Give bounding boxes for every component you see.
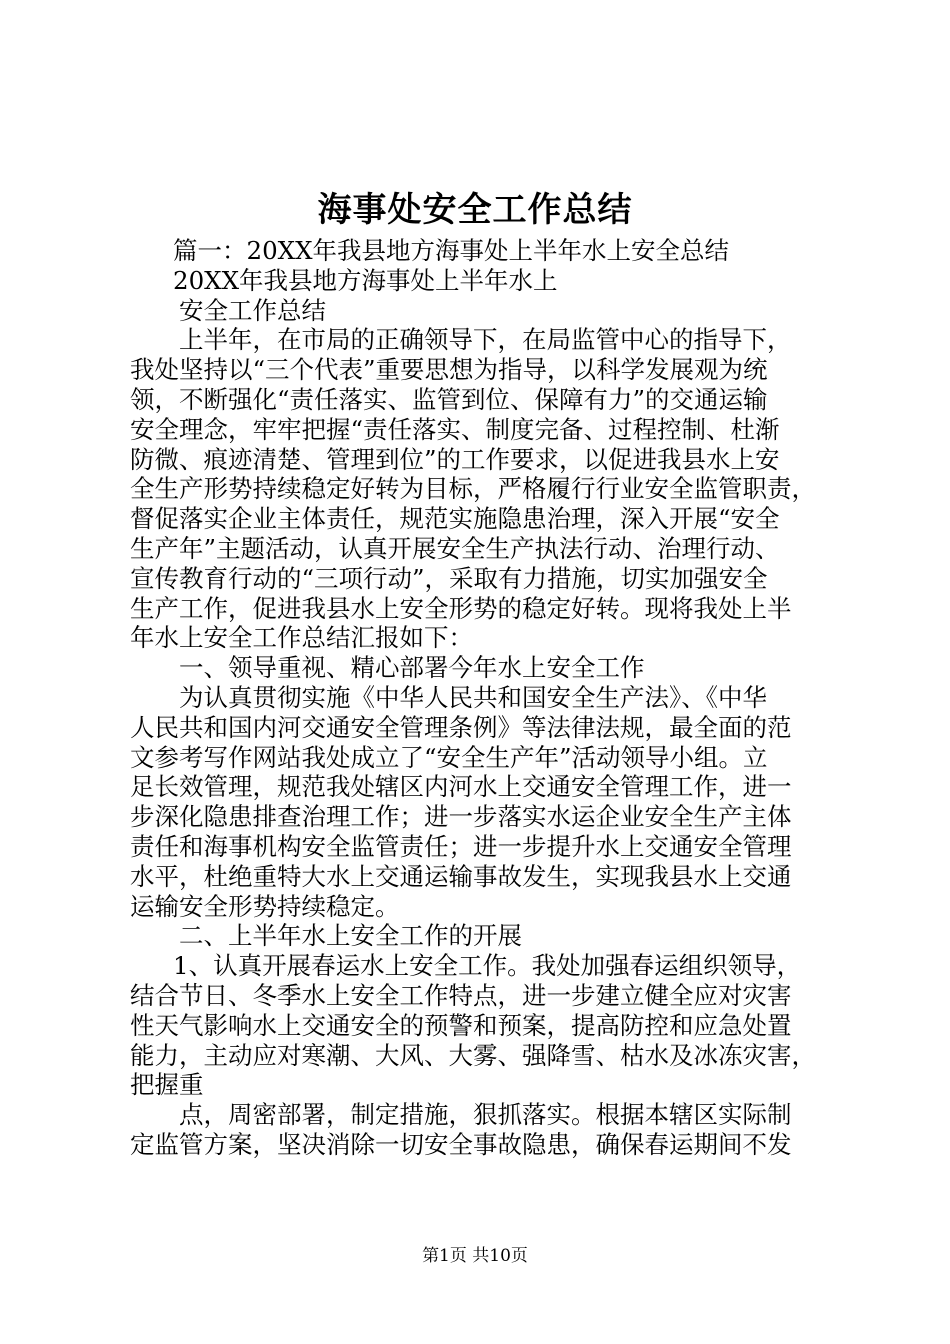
paragraph-line: 人民共和国内河交通安全管理条例》等法律法规，最全面的范 xyxy=(130,712,792,742)
paragraph-line: 安全理念，牢牢把握“责任落实、制度完备、过程控制、杜渐 xyxy=(130,414,780,444)
paragraph-line: 我处坚持以“三个代表”重要思想为指导，以科学发展观为统 xyxy=(130,355,768,385)
document-body xyxy=(130,236,850,1160)
paragraph-line: 为认真贯彻实施《中华人民共和国安全生产法》、《中华 xyxy=(179,682,767,712)
paragraph-line: 1、认真开展春运水上安全工作。我处加强春运组织领导， xyxy=(173,951,802,981)
paragraph-line: 水平，杜绝重特大水上交通运输事故发生，实现我县水上交通 xyxy=(130,861,792,891)
paragraph-line: 宣传教育行动的“三项行动”，采取有力措施，切实加强安全 xyxy=(130,563,768,593)
paragraph-line: 定监管方案，坚决消除一切安全事故隐患，确保春运期间不发 xyxy=(130,1129,792,1159)
paragraph-line: 责任和海事机构安全监管责任；进一步提升水上交通安全管理 xyxy=(130,831,792,861)
paragraph-line: 结合节日、冬季水上安全工作特点，进一步建立健全应对灾害 xyxy=(130,980,792,1010)
section-heading: 一、领导重视、精心部署今年水上安全工作 xyxy=(179,653,645,683)
paragraph-line: 能力，主动应对寒潮、大风、大雾、强降雪、枯水及冰冻灾害， xyxy=(130,1040,816,1070)
paragraph-line: 足长效管理，规范我处辖区内河水上交通安全管理工作，进一 xyxy=(130,772,792,802)
paragraph-line: 上半年，在市局的正确领导下，在局监管中心的指导下， xyxy=(179,325,792,355)
paragraph-line: 运输安全形势持续稳定。 xyxy=(130,891,400,921)
paragraph-line: 全生产形势持续稳定好转为目标，严格履行行业安全监管职责， xyxy=(130,474,816,504)
article-heading: 篇一：20XX年我县地方海事处上半年水上安全总结 xyxy=(173,236,730,265)
paragraph-line: 生产年”主题活动，认真开展安全生产执法行动、治理行动、 xyxy=(130,533,780,563)
paragraph-line: 督促落实企业主体责任，规范实施隐患治理，深入开展“安全 xyxy=(130,504,780,534)
paragraph-line: 点，周密部署，制定措施，狠抓落实。根据本辖区实际制 xyxy=(179,1100,792,1130)
paragraph-line: 生产工作，促进我县水上安全形势的稳定好转。现将我处上半 xyxy=(130,593,792,623)
paragraph-line: 文参考写作网站我处成立了“安全生产年”活动领导小组。立 xyxy=(130,742,768,772)
paragraph-line: 步深化隐患排查治理工作；进一步落实水运企业安全生产主体 xyxy=(130,802,792,832)
paragraph-line: 领，不断强化“责任落实、监管到位、保障有力”的交通运输 xyxy=(130,384,768,414)
subtitle-line: 安全工作总结 xyxy=(179,295,326,325)
subtitle-line: 20XX年我县地方海事处上半年水上 xyxy=(173,265,558,295)
section-heading: 二、上半年水上安全工作的开展 xyxy=(179,921,522,951)
page-footer: 第1页 共10页 xyxy=(422,1246,528,1266)
paragraph-line: 把握重 xyxy=(130,1070,204,1100)
document-title: 海事处安全工作总结 xyxy=(317,190,633,230)
paragraph-line: 年水上安全工作总结汇报如下： xyxy=(130,623,473,653)
paragraph-line: 性天气影响水上交通安全的预警和预案，提高防控和应急处置 xyxy=(130,1010,792,1040)
paragraph-line: 防微、痕迹清楚、管理到位”的工作要求，以促进我县水上安 xyxy=(130,444,780,474)
